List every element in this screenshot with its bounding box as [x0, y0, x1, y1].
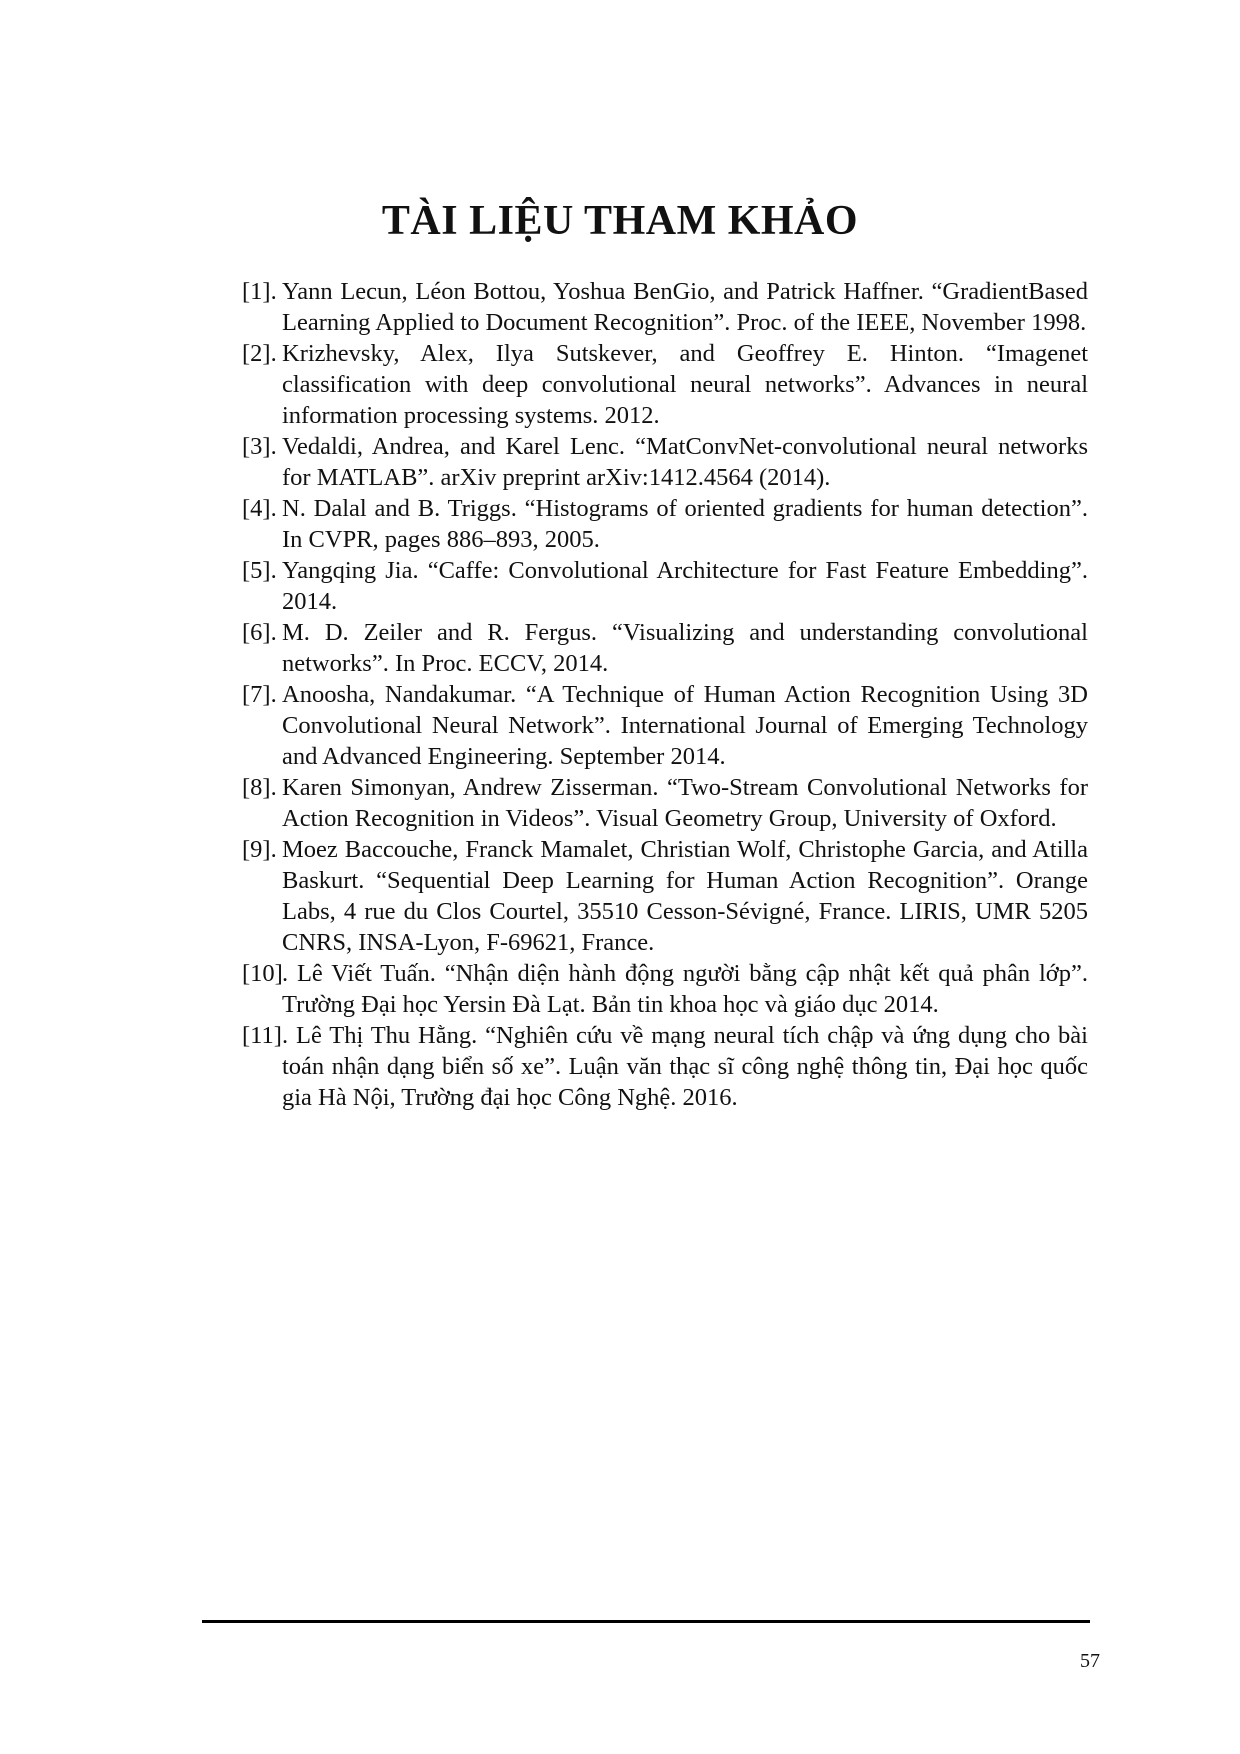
reference-item — [242, 772, 1088, 834]
reference-number: [9]. — [242, 836, 277, 863]
reference-text: Anoosha, Nandakumar. “A Technique of Human Action Recognition Using 3D Convolutional Neural Network”. International Journal of Emerging Technology and Advanced Engineering. September 2014. — [282, 681, 1088, 770]
reference-number: [11] — [242, 1022, 282, 1049]
reference-text: . Lê Thị Thu Hằng. “Nghiên cứu về mạng neural tích chập và ứng dụng cho bài toán nhận dạng biển số xe”. Luận văn thạc sĩ công nghệ thông tin, Đại học quốc gia Hà Nội, Trường đại học Công Nghệ. 2016. — [282, 1022, 1088, 1111]
page-number: 57 — [1080, 1650, 1100, 1672]
reference-number: [2]. — [242, 340, 277, 367]
reference-text: . Lê Viết Tuấn. “Nhận diện hành động người bằng cập nhật kết quả phân lớp”. Trường Đại học Yersin Đà Lạt. Bản tin khoa học và giáo dục 2014. — [282, 960, 1088, 1018]
reference-text: Yangqing Jia. “Caffe: Convolutional Architecture for Fast Feature Embedding”. 2014. — [282, 557, 1088, 615]
reference-number: [3]. — [242, 433, 277, 460]
footer-divider — [202, 1620, 1090, 1623]
reference-item — [242, 276, 1088, 338]
reference-number: [6]. — [242, 619, 277, 646]
reference-text: Krizhevsky, Alex, Ilya Sutskever, and Geoffrey E. Hinton. “Imagenet classification with deep convolutional neural networks”. Advances in neural information processing systems. 2012. — [282, 340, 1088, 429]
reference-item — [242, 493, 1088, 555]
reference-item — [242, 617, 1088, 679]
reference-list — [242, 276, 1088, 1113]
reference-item — [242, 431, 1088, 493]
reference-item — [242, 1020, 1088, 1113]
reference-item — [242, 958, 1088, 1020]
reference-number: [5]. — [242, 557, 277, 584]
reference-item — [242, 679, 1088, 772]
reference-number: [8]. — [242, 774, 277, 801]
reference-text: M. D. Zeiler and R. Fergus. “Visualizing and understanding convolutional networks”. In Proc. ECCV, 2014. — [282, 619, 1088, 677]
reference-text: N. Dalal and B. Triggs. “Histograms of oriented gradients for human detection”. In CVPR, pages 886–893, 2005. — [282, 495, 1088, 553]
reference-number: [7]. — [242, 681, 277, 708]
reference-number: [10] — [242, 960, 283, 987]
reference-number: [1]. — [242, 278, 277, 305]
reference-text: Karen Simonyan, Andrew Zisserman. “Two-Stream Convolutional Networks for Action Recognition in Videos”. Visual Geometry Group, University of Oxford. — [282, 774, 1088, 832]
page-title: TÀI LIỆU THAM KHẢO — [381, 198, 859, 244]
reference-number: [4]. — [242, 495, 277, 522]
reference-text: Vedaldi, Andrea, and Karel Lenc. “MatConvNet-convolutional neural networks for MATLAB”. arXiv preprint arXiv:1412.4564 (2014). — [282, 433, 1088, 491]
reference-item — [242, 555, 1088, 617]
reference-item — [242, 338, 1088, 431]
reference-text: Moez Baccouche, Franck Mamalet, Christian Wolf, Christophe Garcia, and Atilla Baskurt. “Sequential Deep Learning for Human Action Recognition”. Orange Labs, 4 rue du Clos Courtel, 35510 Cesson-Sévigné, France. LIRIS, UMR 5205 CNRS, INSA-Lyon, F-69621, France. — [282, 836, 1088, 956]
reference-text: Yann Lecun, Léon Bottou, Yoshua BenGio, and Patrick Haffner. “GradientBased Learning Applied to Document Recognition”. Proc. of the IEEE, November 1998. — [282, 278, 1088, 336]
reference-item — [242, 834, 1088, 958]
